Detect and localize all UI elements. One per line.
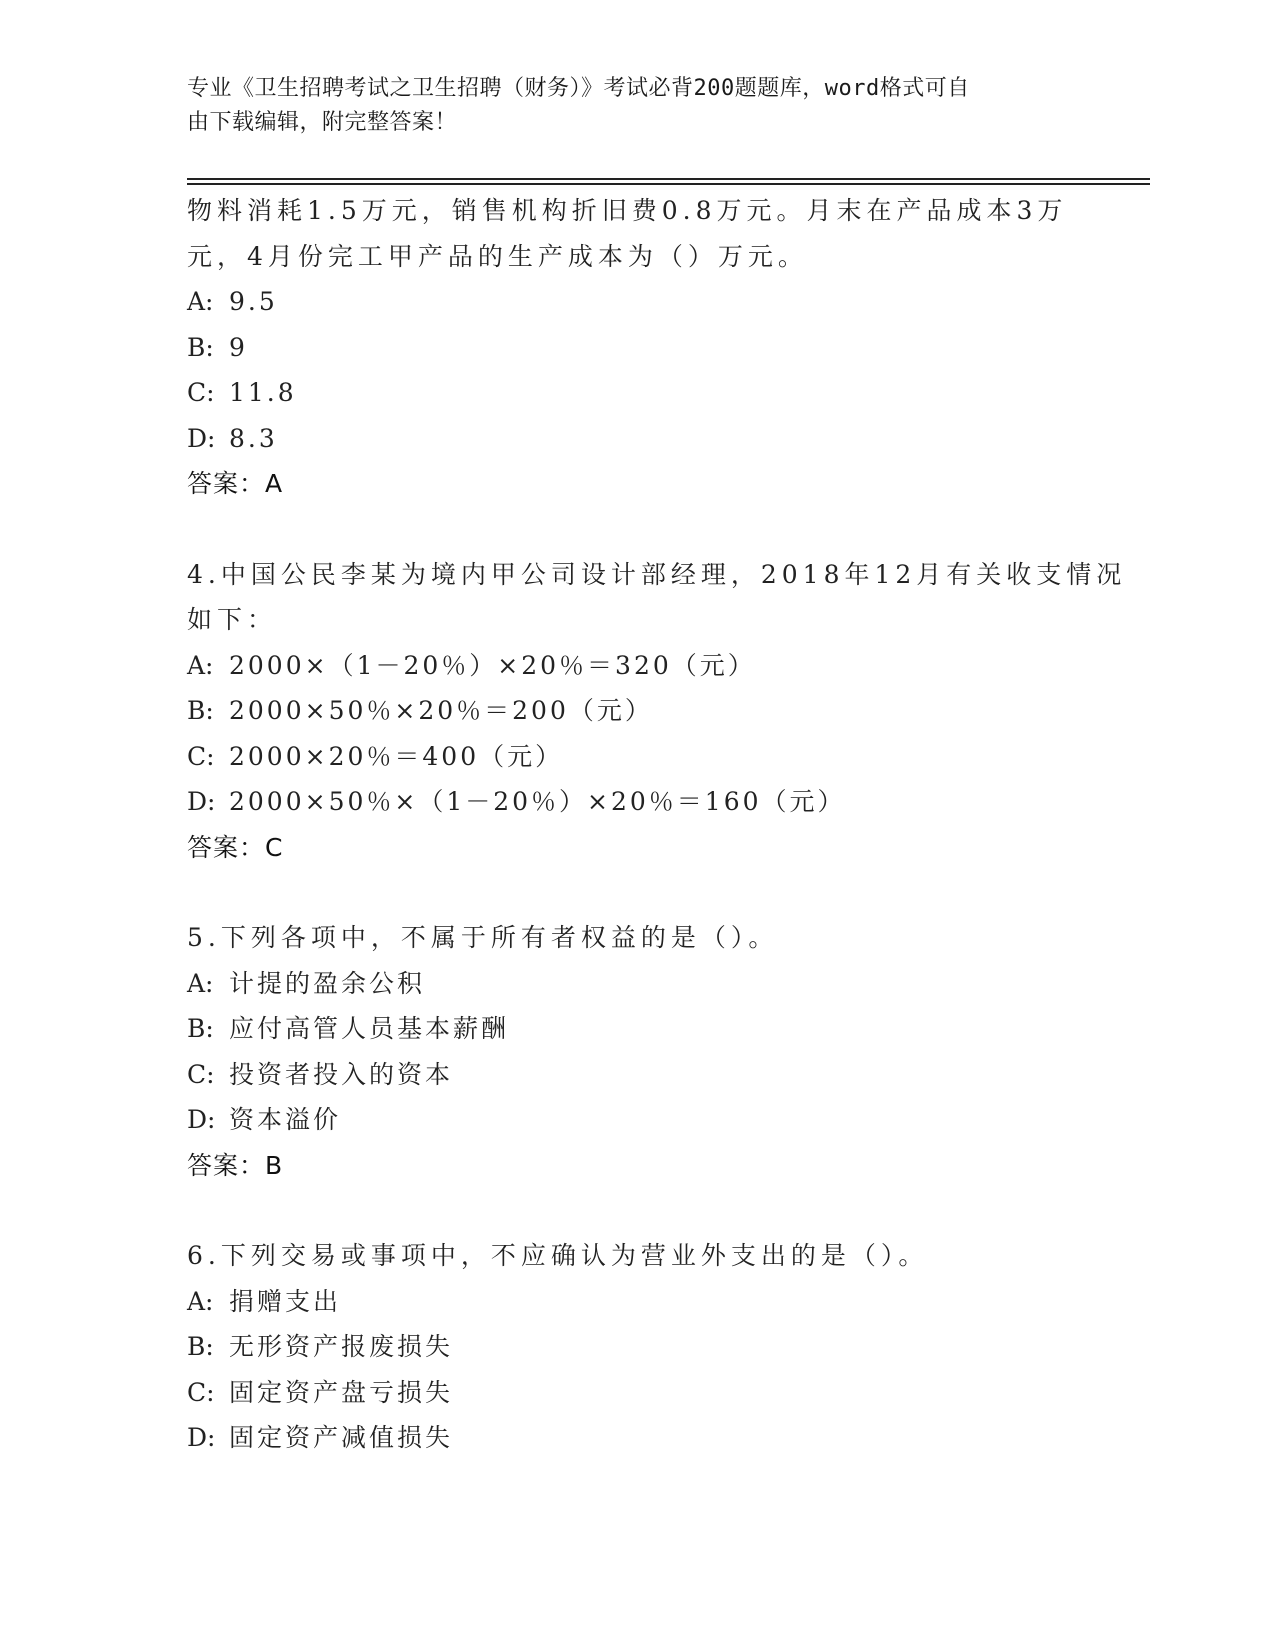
question-list [187,188,1127,1461]
question-6-option-a [187,1279,1087,1325]
question-6-option-c [187,1370,1087,1416]
question-5-option-c [187,1052,1087,1098]
option-text: 2000×20％＝400（元） [229,741,564,771]
option-text: 固定资产减值损失 [229,1423,454,1452]
question-3-option-c [187,370,1087,416]
question-5-text-line-1: 5.下列各项中，不属于所有者权益的是（）。 [187,923,779,952]
option-text: 应付高管人员基本薪酬 [229,1014,510,1043]
option-label: A: [187,650,214,680]
question-6 [187,1233,1087,1461]
question-5-option-d [187,1097,1087,1143]
option-label: B: [187,332,214,362]
header-divider-bottom [187,183,1150,185]
option-label: D: [187,787,216,816]
header-divider-top [187,178,1150,180]
option-text: 9 [229,332,248,362]
question-6-option-d [187,1415,1087,1461]
question-5-option-a [187,961,1087,1007]
option-label: B: [187,1014,214,1043]
spacer [187,870,1087,915]
option-text: 计提的盈余公积 [229,968,426,998]
option-text: 固定资产盘亏损失 [229,1377,454,1407]
option-text: 11.8 [229,378,297,407]
question-4-text-line-2: 如下： [187,605,278,634]
option-text: 2000×50％×（1－20％）×20％＝160（元） [229,787,846,816]
question-4-text-line-1: 4.中国公民李某为境内甲公司设计部经理，2018年12月有关收支情况 [187,559,1127,589]
question-4-option-b [187,688,1087,734]
header-line-1: 专业《卫生招聘考试之卫生招聘（财务）》考试必背200题题库，word格式可自 [187,76,970,101]
option-label: D: [187,423,216,453]
question-3 [187,188,1087,507]
option-text: 捐赠支出 [229,1286,342,1316]
option-label: A: [187,287,214,316]
question-5-option-b [187,1006,1087,1052]
option-label: B: [187,1332,214,1361]
question-5-answer: 答案：B [187,1150,284,1180]
header-line-2: 由下载编辑，附完整答案！ [187,110,458,135]
option-text: 8.3 [229,423,278,453]
option-text: 投资者投入的资本 [229,1059,454,1089]
question-4-option-c [187,734,1087,780]
option-text: 2000×（1－20％）×20％＝320（元） [229,650,756,680]
option-text: 资本溢价 [229,1105,342,1134]
question-3-answer: 答案：A [187,469,284,498]
document-header [187,72,1067,140]
question-3-option-d [187,416,1087,462]
option-text: 2000×50％×20％＝200（元） [229,696,653,725]
option-text: 无形资产报废损失 [229,1332,454,1361]
question-6-option-b [187,1324,1087,1370]
question-3-text-line-1: 物料消耗1.5万元，销售机构折旧费0.8万元。月末在产品成本3万 [187,196,1068,225]
spacer [187,1188,1087,1233]
question-4 [187,552,1127,871]
option-label: C: [187,741,215,771]
question-3-option-b [187,325,1087,371]
option-text: 9.5 [229,287,278,316]
option-label: A: [187,968,214,998]
option-label: B: [187,696,214,725]
option-label: C: [187,1059,215,1089]
option-label: C: [187,1377,215,1407]
spacer [187,507,1087,552]
question-3-text-line-2: 元，4月份完工甲产品的生产成本为（）万元。 [187,241,808,271]
question-4-answer: 答案：C [187,832,284,862]
question-4-option-d [187,779,1087,825]
question-5 [187,915,1087,1188]
question-3-option-a [187,279,1087,325]
option-label: A: [187,1286,214,1316]
option-label: D: [187,1105,216,1134]
question-6-text-line-1: 6.下列交易或事项中，不应确认为营业外支出的是（）。 [187,1241,929,1270]
question-4-option-a [187,643,1087,689]
option-label: C: [187,378,215,407]
option-label: D: [187,1423,216,1452]
